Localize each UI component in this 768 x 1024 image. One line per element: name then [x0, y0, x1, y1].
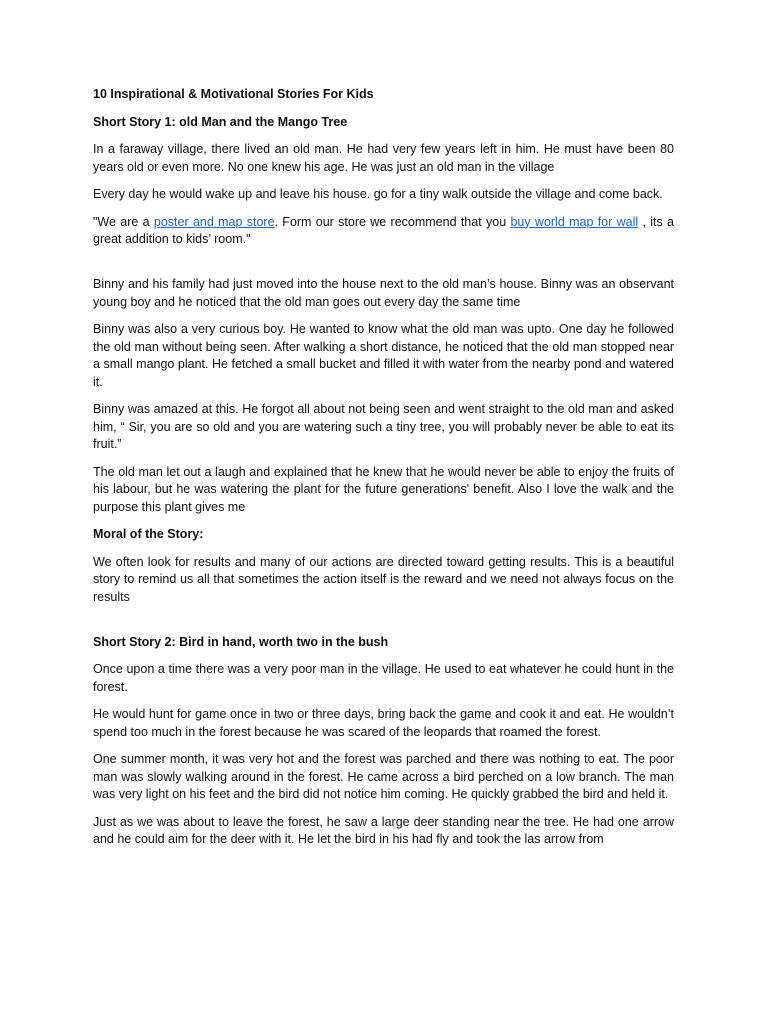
document-page	[93, 86, 674, 859]
moral-paragraph: We often look for results and many of our actions are directed toward getting results. This is a beautiful story to remind us all that sometimes the action itself is the reward and we need not always focus on the results	[93, 554, 674, 604]
story1-paragraph-1: In a faraway village, there lived an old man. He had very few years left in him. He must have been 80 years old or even more. No one knew his age. He was just an old man in the village	[93, 142, 674, 174]
story1-paragraph-2: Every day he would wake up and leave his house. go for a tiny walk outside the village and come back.	[93, 187, 663, 201]
world-map-link[interactable]: buy world map for wall	[510, 214, 639, 229]
blank-line	[93, 616, 674, 634]
story2-heading: Short Story 2: Bird in hand, worth two in the bush	[93, 634, 389, 649]
poster-store-link[interactable]: poster and map store	[153, 214, 275, 229]
story2-paragraph-3: One summer month, it was very hot and the forest was parched and there was nothing to eat. The poor man was slowly walking around in the forest. He came across a bird perched on a low branch. The man was very light on his feet and the bird did not notice him coming. He quickly grabbed the bird and held it.	[93, 752, 674, 801]
promo-text-2: . Form our store we recommend that you	[274, 214, 511, 229]
story1-paragraph-5: Binny was amazed at this. He forgot all about not being seen and went straight to the old man and asked him, “ Sir, you are so old and you are watering such a tiny tree, you will probably never be able to eat its fruit.”	[93, 402, 674, 451]
promo-paragraph	[93, 214, 674, 249]
story2-paragraph-4: Just as we was about to leave the forest, he saw a large deer standing near the tree. He had one arrow and he could aim for the deer with it. He let the bird in his had fly and took the las arrow from	[93, 814, 674, 846]
document-title: 10 Inspirational & Motivational Stories For Kids	[93, 87, 374, 101]
story2-paragraph-1: Once upon a time there was a very poor man in the village. He used to eat whatever he could hunt in the forest.	[93, 662, 674, 694]
blank-line	[93, 259, 674, 277]
story1-paragraph-6: The old man let out a laugh and explained that he knew that he would never be able to enjoy the fruits of his labour, but he was watering the plant for the future generations' benefit. Also I love the walk and the purpose this plant gives me	[93, 464, 674, 514]
promo-text-3: , its a great addition to kids’ room."	[93, 214, 674, 246]
story1-paragraph-4: Binny was also a very curious boy. He wanted to know what the old man was upto. One day he followed the old man without being seen. After walking a short distance, he noticed that the old man stopped near a small mango plant. He fetched a small bucket and filled it with water from the nearby pond and watered it.	[93, 322, 674, 389]
promo-text-1: "We are a	[93, 214, 154, 229]
story2-paragraph-2: He would hunt for game once in two or three days, bring back the game and cook it and eat. He wouldn’t spend too much in the forest because he was scared of the leopards that roamed the forest.	[93, 707, 674, 739]
story1-heading: Short Story 1: old Man and the Mango Tree	[93, 114, 348, 129]
story1-paragraph-3: Binny and his family had just moved into the house next to the old man’s house. Binny was an observant young boy and he noticed that the old man goes out every day the same time	[93, 277, 674, 309]
moral-heading: Moral of the Story:	[93, 527, 204, 541]
